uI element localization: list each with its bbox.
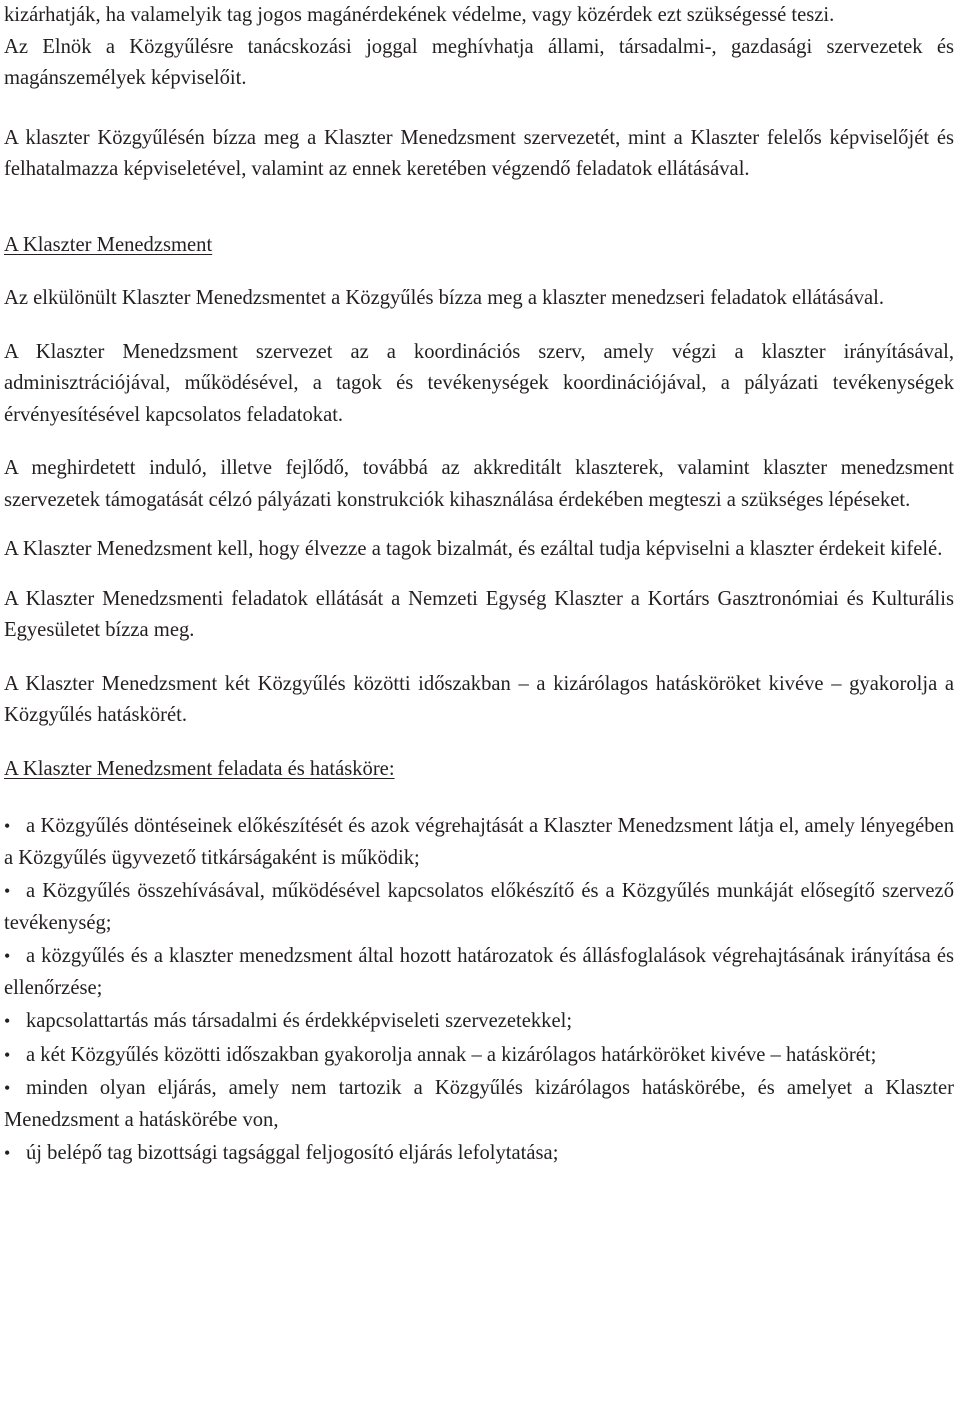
bullet-icon: •	[4, 816, 11, 836]
list-item-text: kapcsolattartás más társadalmi és érdekképviseleti szervezetekkel;	[26, 1010, 573, 1032]
bullet-icon: •	[4, 1044, 11, 1065]
list-item	[4, 1006, 954, 1038]
list-item-text: minden olyan eljárás, amely nem tartozik a Közgyűlés kizárólagos hatáskörébe, és amelyet a Klaszter Menedzsment a hatáskörébe von,	[4, 1077, 954, 1131]
section-heading-management	[4, 230, 954, 262]
paragraph-member-trust: A Klaszter Menedzsment kell, hogy élvezze a tagok bizalmát, és ezáltal tudja képviselni a klaszter érdekeit kifelé.	[4, 538, 943, 560]
paragraph-membership-exclusion: kizárhatják, ha valamelyik tag jogos magánérdekének védelme, vagy közérdek ezt szükségessé teszi.	[4, 4, 835, 26]
list-item	[4, 1073, 954, 1136]
list-item-text: a Közgyűlés döntéseinek előkészítését és azok végrehajtását a Klaszter Menedzsment látja el, amely lényegében a Közgyűlés ügyvezető titkárságaként is működik;	[4, 815, 954, 869]
paragraph-coordination-body: A Klaszter Menedzsment szervezet az a koordinációs szerv, amely végzi a klaszter irányításával, adminisztrációjával, működésével, a tagok és tevékenységek koordinációjával, a pályázati tevékenységek érvényesítésével kapcsolatos feladatokat.	[4, 340, 954, 426]
document-page	[4, 0, 954, 1172]
bullet-icon: •	[4, 1078, 11, 1098]
paragraph-president-invitation: Az Elnök a Közgyűlésre tanácskozási joggal meghívhatja állami, társadalmi-, gazdasági szervezetek és magánszemélyek képviselőit.	[4, 35, 954, 89]
list-item-text: új belépő tag bizottsági tagsággal feljogosító eljárás lefolytatása;	[26, 1142, 559, 1164]
list-item	[4, 1040, 954, 1072]
list-item	[4, 941, 954, 1004]
section-heading-duties-text: A Klaszter Menedzsment feladata és hatásköre:	[4, 757, 395, 780]
section-heading-duties	[4, 754, 954, 786]
paragraph-assembly-mandate: A klaszter Közgyűlésén bízza meg a Klaszter Menedzsment szervezetét, mint a Klaszter felelős képviselőjét és felhatalmazza képviseletével, valamint az ennek keretében végzendő feladatok ellátásával.	[4, 126, 954, 180]
list-item-text: a két Közgyűlés közötti időszakban gyakorolja annak – a kizárólagos határköröket kivéve – hatáskörét;	[26, 1043, 877, 1066]
bullet-icon: •	[4, 946, 11, 966]
list-item	[4, 876, 954, 939]
list-item-text: a Közgyűlés összehívásával, működésével kapcsolatos előkészítő és a Közgyűlés munkáját elősegítő szervező tevékenység;	[4, 880, 954, 934]
bullet-icon: •	[4, 1143, 11, 1163]
paragraph-interim-authority: A Klaszter Menedzsment két Közgyűlés közötti időszakban – a kizárólagos hatásköröket kivéve – gyakorolja a Közgyűlés hatáskörét.	[4, 672, 954, 726]
section-heading-management-text: A Klaszter Menedzsment	[4, 233, 213, 256]
list-item-text: a közgyűlés és a klaszter menedzsment által hozott határozatok és állásfoglalások végrehajtásának irányítása és ellenőrzése;	[4, 945, 954, 999]
list-item	[4, 811, 954, 874]
paragraph-separate-management: Az elkülönült Klaszter Menedzsmentet a Közgyűlés bízza meg a klaszter menedzseri feladatok ellátásával.	[4, 287, 885, 309]
bullet-icon: •	[4, 881, 11, 901]
bullet-icon: •	[4, 1011, 11, 1031]
duties-list	[4, 811, 954, 1170]
paragraph-management-assignment: A Klaszter Menedzsmenti feladatok ellátását a Nemzeti Egység Klaszter a Kortárs Gasztronómiai és Kulturális Egyesületet bízza meg.	[4, 587, 954, 641]
list-item	[4, 1138, 954, 1170]
paragraph-tender-support: A meghirdetett induló, illetve fejlődő, továbbá az akkreditált klaszterek, valamint klaszter menedzsment szervezetek támogatását célzó pályázati konstrukciók kihasználása érdekében megteszi a szükséges lépéseket.	[4, 457, 954, 511]
